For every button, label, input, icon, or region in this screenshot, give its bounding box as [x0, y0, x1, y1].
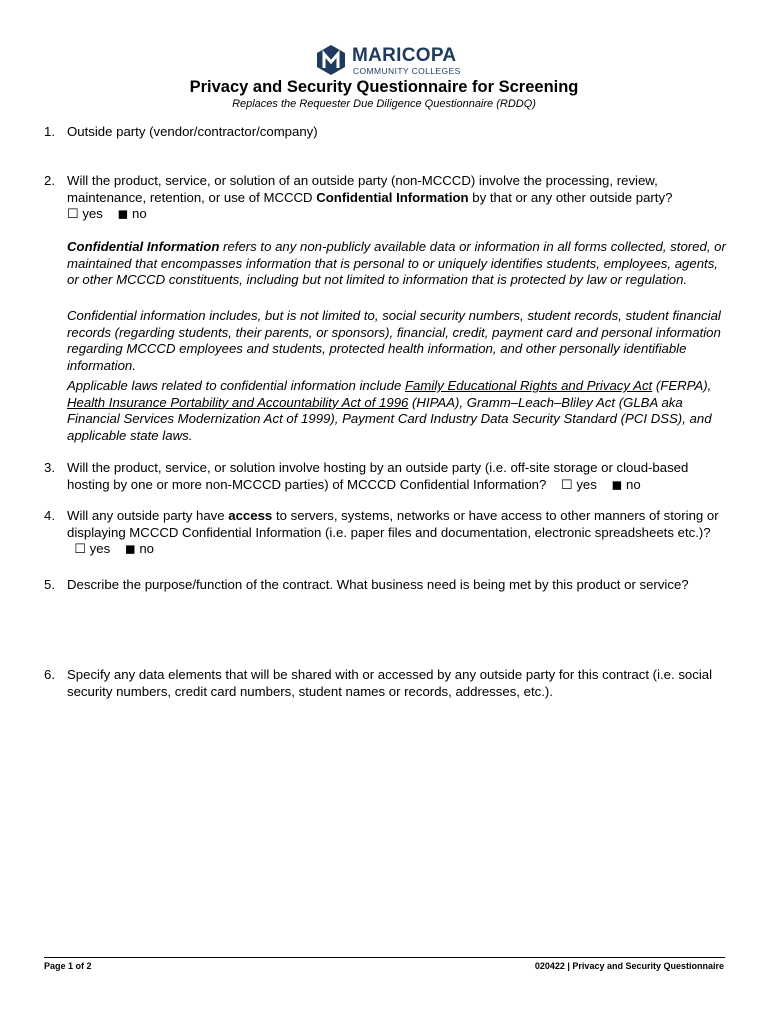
- no-checkbox[interactable]: ◼: [124, 541, 136, 557]
- logo-subtitle: COMMUNITY COLLEGES: [353, 66, 461, 76]
- footer-page-number: Page 1 of 2: [44, 961, 92, 971]
- question-text: Describe the purpose/function of the contract. What business need is being met by this product or service?: [67, 577, 689, 592]
- logo-name: MARICOPA: [352, 45, 457, 66]
- question-number: 1.: [44, 124, 55, 139]
- footer-document-id: 020422 | Privacy and Security Questionnaire: [534, 961, 724, 971]
- yes-label: yes: [576, 476, 597, 492]
- ferpa-link[interactable]: Family Educational Rights and Privacy Act: [404, 378, 653, 393]
- footer-divider: [44, 957, 725, 958]
- question-text: Will the product, service, or solution of an outside party (non-MCCCD) involve the processing, review, maintenance, retention, or use of MCCCD: [67, 173, 658, 205]
- no-checkbox[interactable]: ◼: [117, 206, 129, 222]
- page-subtitle: Replaces the Requester Due Diligence Questionnaire (RDDQ): [232, 98, 536, 110]
- question-text: by that or any other outside party?: [468, 189, 673, 205]
- definition-term: Confidential Information: [67, 239, 220, 254]
- question-3: [44, 460, 728, 493]
- question-2: [44, 173, 728, 223]
- question-number: 6.: [44, 667, 55, 682]
- definition-paragraph-2: Confidential information includes, but is not limited to, social security numbers, student records, student financial records (regarding students, their parents, or sponsors), financial, credit, payment card and personal information regarding MCCCD employees and students, protected health information, and other personally identifiable information.: [67, 308, 721, 373]
- question-number: 5.: [44, 577, 55, 592]
- yes-label: yes: [82, 206, 103, 222]
- question-4: [44, 508, 728, 558]
- no-label: no: [131, 206, 147, 222]
- yes-label: yes: [89, 541, 111, 557]
- question-text: to servers, systems, networks or have access to other manners of storing or displaying MCCCD Confidential Information (i.e. paper files and documentation, electronic spreadsheets etc.)?: [67, 508, 719, 540]
- question-number: 4.: [44, 508, 55, 523]
- question-5: [44, 577, 728, 594]
- yes-checkbox[interactable]: ☐: [74, 541, 86, 557]
- hipaa-link[interactable]: Health Insurance Portability and Accountability Act of 1996: [67, 394, 409, 410]
- no-label: no: [625, 476, 641, 492]
- question-bold-term: Confidential Information: [316, 189, 469, 205]
- definition-paragraph-1: Confidential Information refers to any non-publicly available data or information in all forms collected, stored, or maintained that encompasses information that is personal to or uniquely identifies students, employees, agents, or other MCCCD constituents, including but not limited to information that is protected by law or regulation.: [67, 239, 726, 288]
- no-label: no: [139, 541, 154, 557]
- no-checkbox[interactable]: ◼: [611, 476, 623, 492]
- question-text: Will the product, service, or solution involve hosting by an outside party (i.e. off-site storage or cloud-based hosting by one or more non-MCCCD parties) of MCCCD Confidential Information?: [67, 460, 689, 492]
- question-text: Specify any data elements that will be shared with or accessed by any outside party for this contract (i.e. social security numbers, credit card numbers, student names or records, addresses, etc.).: [67, 667, 713, 699]
- question-text: Outside party (vendor/contractor/company): [67, 124, 318, 139]
- page-title: Privacy and Security Questionnaire for Screening: [189, 78, 579, 96]
- yes-checkbox[interactable]: ☐: [561, 476, 573, 492]
- question-number: 3.: [44, 460, 55, 475]
- maricopa-logo-mark-icon: [316, 44, 346, 76]
- yes-checkbox[interactable]: ☐: [67, 206, 79, 222]
- definition-paragraph-3: Applicable laws related to confidential information include Family Educational Rights and Privacy Act (FERPA), Health Insurance Portability and Accountability Act of 1996 (HIPAA), Gramm–Leach–Bliley Act (GLBA aka Financial Services Modernization Act of 1999), Payment Card Industry Data Security Standard (PCI DSS), and applicable state laws.: [67, 378, 712, 443]
- question-1: [44, 124, 728, 141]
- question-number: 2.: [44, 173, 55, 188]
- question-6: [44, 667, 728, 700]
- question-text: Will any outside party have: [67, 508, 229, 523]
- maricopa-logo: [316, 44, 466, 78]
- question-bold-term: access: [228, 508, 273, 523]
